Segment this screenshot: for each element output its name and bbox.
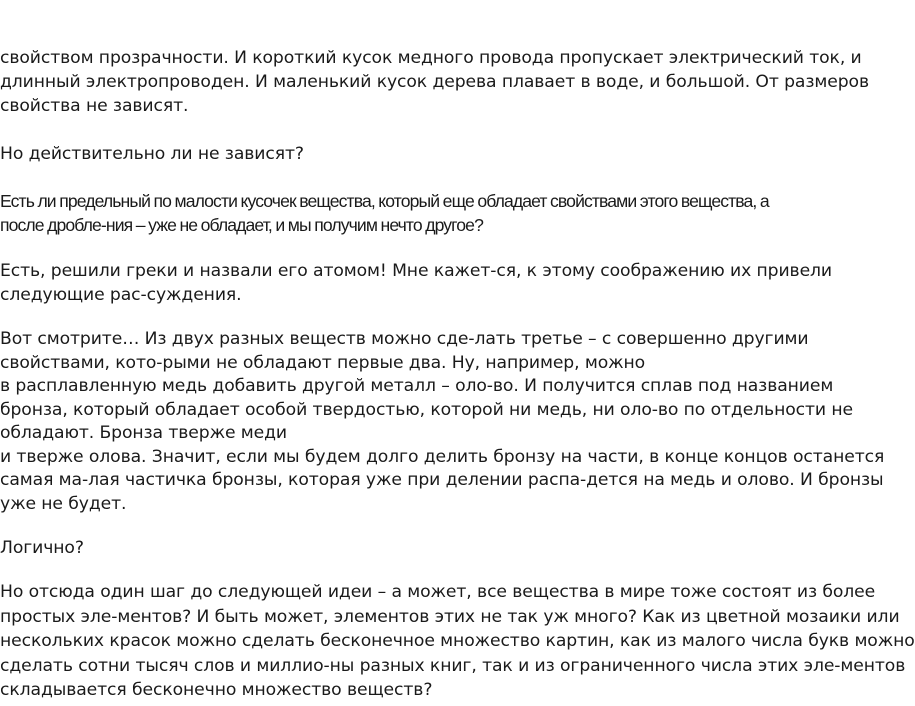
paragraph-bronze [0, 328, 885, 516]
paragraph-transparency [0, 46, 869, 118]
text-line: в расплавленную медь добавить другой металл – оло-во. И получится сплав под названием [0, 376, 834, 396]
text-line: нескольких красок можно сделать бесконечное множество картин, как из малого числа букв можно [0, 631, 915, 651]
text-line: свойства не зависят. [0, 96, 189, 116]
text-line: и тверже олова. Значит, если мы будем долго делить бронзу на части, в конце концов останется [0, 446, 885, 467]
text-line: Есть, решили греки и назвали его атомом! Мне кажет-ся, к этому соображению их привели [0, 261, 832, 281]
text-line: свойствами, кото-рыми не обладают первые два. Ну, например, можно [0, 352, 646, 373]
text-line: Есть ли предельный по малости кусочек вещества, который еще обладает свойствами этого вещества, а [0, 191, 769, 211]
text-line: Но действительно ли не зависят? [0, 144, 304, 164]
text-line: простых эле-ментов? И быть может, элементов этих не так уж много? Как из цветной мозаики или [0, 606, 900, 627]
text-line: Вот смотрите… Из двух разных веществ можно сде-лать третье – с совершенно другими [0, 329, 809, 349]
text-line: сделать сотни тысяч слов и миллио-ны разных книг, так и из ограниченного числа этих эле-ментов [0, 655, 906, 676]
paragraph-question [0, 142, 800, 166]
paragraph-elements [0, 580, 915, 703]
paragraph-greeks-atom [0, 259, 832, 307]
text-line: складывается бесконечно множество веществ? [0, 680, 433, 700]
text-line: самая ма-лая частичка бронзы, которая уже при делении распа-дется на медь и олово. И бронзы [0, 470, 884, 490]
paragraph-logical [0, 536, 800, 560]
text-line: Логично? [0, 538, 84, 558]
paragraph-limit-question [0, 189, 800, 237]
text-line: после дробле-ния – уже не обладает, и мы получим нечто другое? [0, 215, 483, 235]
text-line: Но отсюда один шаг до следующей идеи – а может, все вещества в мире тоже состоят из более [0, 582, 876, 602]
text-line: бронза, который обладает особой твердостью, которой ни медь, ни оло-во по отдельности не [0, 399, 853, 420]
text-line: свойством прозрачности. И короткий кусок медного провода пропускает электрический ток, и [0, 48, 862, 68]
text-line: обладают. Бронза тверже меди [0, 423, 287, 443]
text-line: длинный электропроводен. И маленький кусок дерева плавает в воде, и большой. От размеров [0, 72, 869, 92]
text-line: уже не будет. [0, 493, 127, 514]
text-line: следующие рас-суждения. [0, 285, 242, 305]
